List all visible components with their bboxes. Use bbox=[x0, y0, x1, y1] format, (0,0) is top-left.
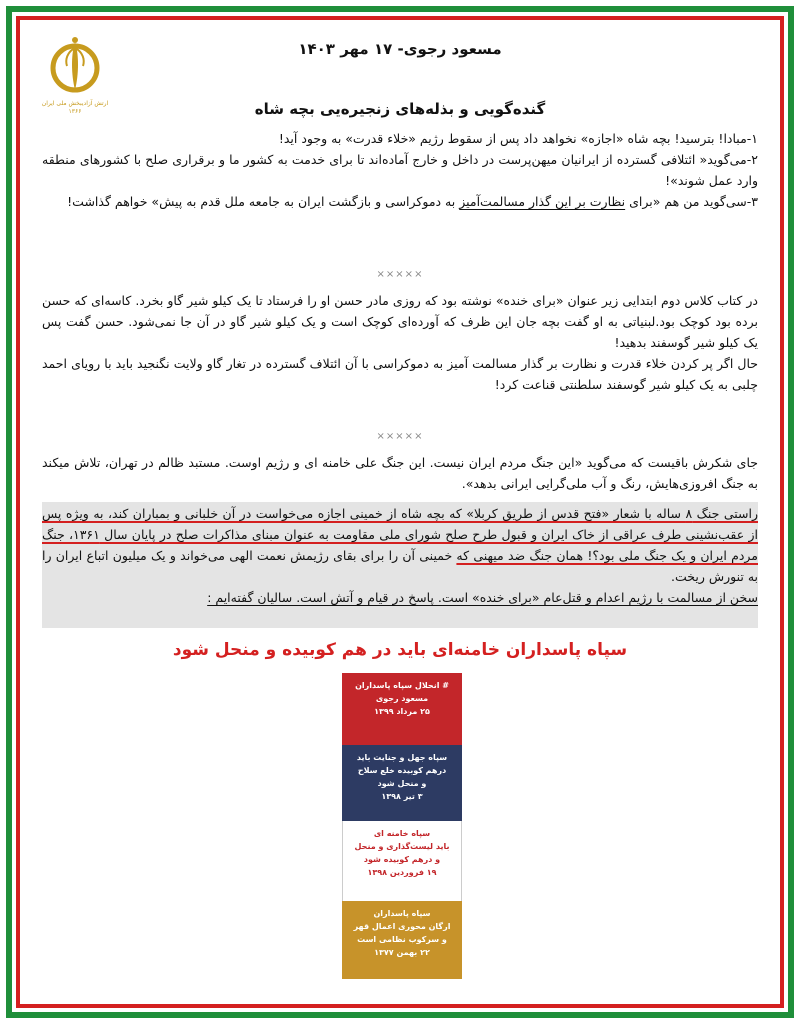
statement-card-2: سپاه جهل و جنایت باید درهم کوبیده خلع سلاح و منحل شود ۳ تیر ۱۳۹۸ bbox=[342, 745, 462, 821]
separator-2: ××××× bbox=[376, 431, 424, 442]
card-date: ۲۵ مرداد ۱۳۹۹ bbox=[374, 707, 430, 716]
story-section bbox=[42, 290, 758, 395]
slogan: سپاه پاسداران خامنه‌ای باید در هم کوبیده و منحل شود bbox=[172, 640, 628, 660]
card-date: ۳ تیر ۱۳۹۸ bbox=[381, 792, 423, 801]
point-3: ۳-سی‌گوید من هم «برای نظارت بر این گذار مسالمت‌آمیز به دموکراسی و بازگشت ایران به جامعه ملل قدم به پیش» خواهم گذاشت! bbox=[67, 194, 758, 209]
war-paragraph: جای شکرش باقیست که می‌گوید «این جنگ مردم ایران نیست. این جنگ علی خامنه ای و رژیم اوست. مستبد ظالم در تهران، تلاش میکند به جنگ افروزی‌هایش، رنگ و آب ملی‌گرایی ایرانی بدهد». bbox=[42, 455, 758, 491]
highlighted-plain-text: خمینی آن را برای بقای رژیمش نعمت الهی می‌خواند و یک میلیون اتباع ایران را به تنورش ریخت. bbox=[42, 548, 758, 584]
closing-line: سخن از مسالمت با رژیم اعدام و قتل‌عام «برای خنده» است. پاسخ در قیام و آتش است. سالیان گفته‌ایم : bbox=[207, 590, 758, 605]
underlined-phrase: نظارت بر این گذار مسالمت‌آمیز bbox=[459, 194, 626, 209]
points-section bbox=[42, 128, 758, 212]
highlighted-underlined-text: راستی جنگ ۸ ساله با شعار «فتح قدس از طریق کربلا» که بچه شاه از خمینی اجازه می‌خواست در آن خلبانی و بمباران کند، به ویژه پس از عقب‌نشینی طرف عراقی از خاک ایران و قبول طرح صلح شورای ملی مقاومت به عنوان مبنای مذاکرات صلح در پایان سال ۱۳۶۱، جنگ مردم ایران و یک جنگ ملی بود؟! همان جنگ ضد میهنی که bbox=[42, 506, 758, 563]
statement-card-3: سپاه خامنه ای باید لیست‌گذاری و منحل و درهم کوبیده شود ۱۹ فروردین ۱۳۹۸ bbox=[342, 821, 462, 901]
statement-card-1: # انحلال سپاه پاسداران مسعود رجوی ۲۵ مرداد ۱۳۹۹ bbox=[342, 673, 462, 745]
logo-year: ۱۳۶۶ bbox=[68, 108, 82, 115]
statement-cards bbox=[342, 673, 462, 979]
point-1: ۱-مبادا! بترسید! بچه شاه «اجازه» نخواهد داد پس از سقوط رژیم «خلاء قدرت» به وجود آید! bbox=[278, 131, 758, 146]
nla-logo bbox=[34, 34, 116, 124]
statement-card-4: سپاه پاسداران ارگان محوری اعمال قهر و سرکوب نظامی است ۲۲ بهمن ۱۳۷۷ bbox=[342, 901, 462, 979]
story-paragraph-1: در کتاب کلاس دوم ابتدایی زیر عنوان «برای خنده» نوشته بود که روزی مادر حسن او را فرستاد تا یک کیلو شیر گاو بخرد. کاسه‌ای که حسن برده بود کوچک بود.لبنیاتی به او گفت بچه جان این ظرف که آورده‌ای کوچک است و یک کیلو شیر گاو در آن جا نمی‌شود. حسن گفت پس یک کیلو شیر گوسفند بدهید! bbox=[42, 293, 758, 350]
point-2: ۲-می‌گوید« ائتلافی گسترده از ایرانیان میهن‌پرست در داخل و خارج آماده‌اند تا برای خدمت به کشور ما و برقراری صلح با کشورهای منطقه وارد عمل شوند»! bbox=[42, 152, 758, 188]
byline: مسعود رجوی- ۱۷ مهر ۱۴۰۳ bbox=[298, 40, 502, 58]
card-date: ۲۲ بهمن ۱۳۷۷ bbox=[374, 948, 430, 957]
wheat-emblem-icon bbox=[45, 34, 105, 100]
highlight-paragraph bbox=[42, 503, 758, 608]
separator-1: ××××× bbox=[376, 269, 424, 280]
document-title: گنده‌گویی و بذله‌های زنجیره‌یی بچه شاه bbox=[254, 100, 546, 118]
story-paragraph-2: حال اگر پر کردن خلاء قدرت و نظارت بر گذار مسالمت آمیز به دموکراسی با آن ائتلاف گسترده در تغار گاو ولایت نگنجید باید با رویای احمد چلبی به یک کیلو شیر گوسفند سلطنتی قناعت کرد! bbox=[42, 356, 758, 392]
logo-text: ارتش آزادیبخش ملی ایران bbox=[41, 100, 109, 107]
card-date: ۱۹ فروردین ۱۳۹۸ bbox=[367, 868, 437, 877]
